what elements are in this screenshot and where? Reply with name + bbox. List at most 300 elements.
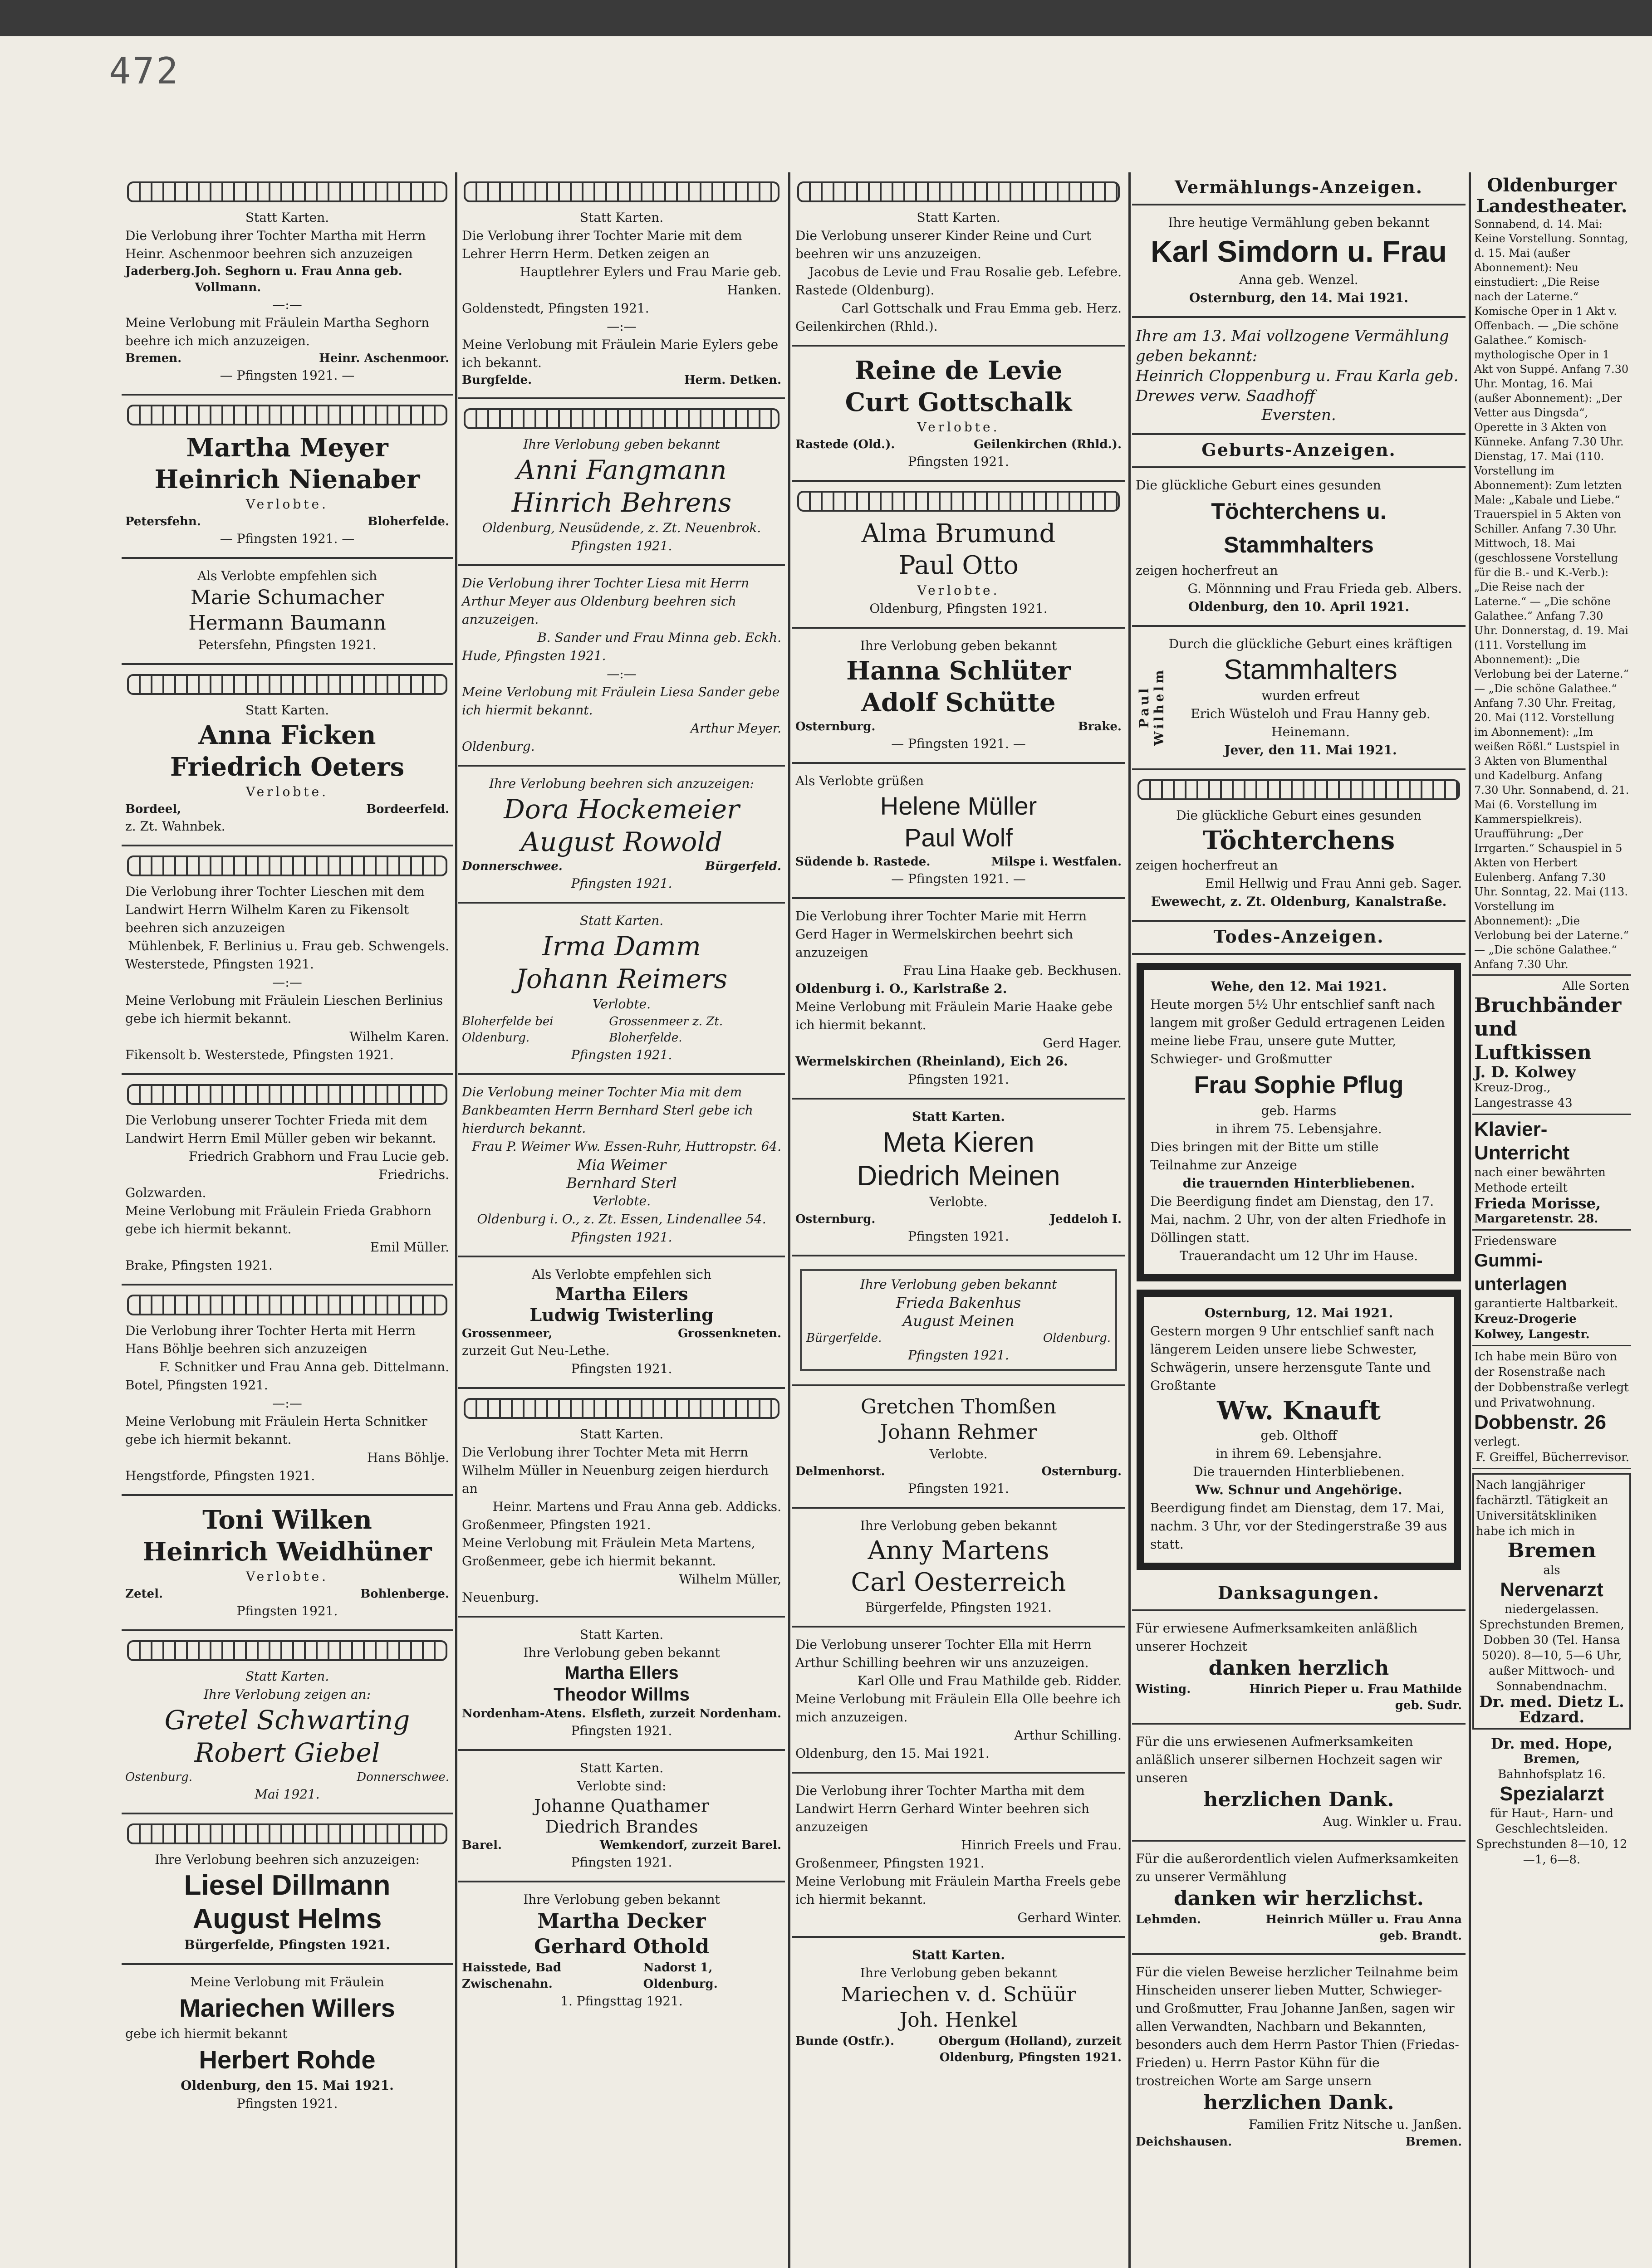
ad-seghorn-aschenmoor (122, 172, 453, 396)
ad-signature: Herm. Detken. (684, 373, 781, 387)
ad-date: Bürgerfelde, Pfingsten 1921. (184, 1937, 390, 1952)
ad-name: Johann Reimers (515, 963, 728, 994)
ad-signature: Heinr. Aschenmoor. (319, 352, 449, 365)
ad-willers-rohde (122, 1965, 453, 2122)
ad-name: Hanna Schlüter (846, 656, 1071, 686)
section-title-births: Geburts-Anzeigen. (1132, 435, 1466, 468)
ad-sub: Anna geb. Wenzel. (1239, 272, 1358, 287)
ad-place: Wermelskirchen (Rheinland), Eich 26. (795, 1054, 1068, 1069)
ad-date: Pfingsten 1921. (908, 454, 1009, 469)
ornament-border (127, 674, 447, 695)
separator: —:— (272, 297, 302, 312)
ad-place-row (125, 513, 449, 530)
ad-date: Osternburg, 12. Mai 1921. (1204, 1305, 1393, 1320)
ad-name: danken wir herzlichst. (1174, 1887, 1424, 1910)
ad-schwarting-giebel (122, 1631, 453, 1814)
ad-date: Pfingsten 1921. (571, 1047, 672, 1062)
ad-head: Ihre Verlobung geben bekannt (860, 1277, 1057, 1292)
ad-bruchbaender (1472, 976, 1631, 1115)
ad-date: Pfingsten 1921. (908, 1481, 1009, 1496)
ad-name: Bruchbänder und Luftkissen (1474, 994, 1622, 1064)
ad-place: Osternburg. (795, 720, 876, 733)
ad-name: Martha Decker (537, 1910, 706, 1933)
ad-head: Ihre Verlobung geben bekannt (523, 437, 720, 452)
ad-brumund-otto (792, 482, 1125, 629)
ad-sub: zeigen hocherfreut an (1136, 858, 1278, 873)
ad-status: Verlobte. (592, 997, 651, 1012)
ad-place: Golzwarden. (125, 1185, 206, 1200)
ornament-border (127, 1084, 447, 1105)
ad-place: Oldenburg i. O., Karlstraße 2. (795, 981, 1007, 996)
ad-name: Mia Weimer (577, 1156, 667, 1173)
ad-place: Bohlenberge. (360, 1587, 449, 1601)
ornament-border (127, 1640, 447, 1661)
ad-place: Grossenkneten. (678, 1327, 781, 1340)
ad-text: Die Verlobung ihrer Tochter Marie mit Herrn Gerd Hager in Wermelskirchen beehrt sich anzuzeigen (795, 909, 1087, 960)
ad-date: 1. Pfingsttag 1921. (560, 1994, 683, 2009)
ad-parents: Emil Hellwig und Frau Anni geb. Sager. (1205, 876, 1462, 891)
ad-head: Ihre Verlobung geben bekannt (860, 1518, 1057, 1533)
ad-name: danken herzlich (1208, 1657, 1389, 1680)
section-title-thanks: Danksagungen. (1132, 1578, 1466, 1611)
ad-signature: Dr. med. Dietz L. Edzard. (1479, 1693, 1624, 1726)
ad-name: Dobbenstr. 26 (1474, 1411, 1606, 1433)
ad-signature: Hinrich Pieper u. Frau Mathilde geb. Sudr. (1249, 1682, 1462, 1712)
ad-signature: Familien Fritz Nitsche u. Janßen. (1248, 2117, 1462, 2132)
ad-date: Petersfehn, Pfingsten 1921. (198, 637, 377, 652)
ad-name: Marie Schumacher (191, 586, 384, 609)
ad-status: Verlobte. (929, 1194, 988, 1209)
ad-place-row (125, 801, 449, 817)
ad-place: Lehmden. (1136, 1913, 1201, 1926)
ad-place: Oldenburg, Neusüdende, z. Zt. Neuenbrok. (482, 520, 761, 535)
ad-date: Pfingsten 1921. (571, 1855, 672, 1870)
ad-name: Diedrich Meinen (857, 1160, 1060, 1192)
ad-text: Meine Verlobung mit Fräulein Lieschen Berlinius gebe ich hiermit bekannt. (125, 993, 443, 1026)
ad-date: Hude, Pfingsten 1921. (462, 648, 606, 663)
ornament-border (127, 1295, 447, 1315)
ad-berlinius-karen (122, 846, 453, 1075)
ad-name: Anni Fangmann (516, 455, 727, 485)
ad-date: Pfingsten 1921. (236, 2096, 338, 2111)
ad-text: Die Verlobung ihrer Tochter Marie mit dem Lehrer Herrn Herm. Detken zeigen an (462, 228, 742, 261)
column-rule (1469, 172, 1471, 2268)
ad-place: Nordenham-Atens. (462, 1707, 586, 1721)
ad-place: Nadorst 1, Oldenburg. (643, 1961, 718, 1991)
ad-shop: J. D. Kolwey (1474, 1063, 1576, 1081)
ad-name: herzlichen Dank. (1203, 1788, 1394, 1811)
ad-date: — Pfingsten 1921. — (891, 736, 1026, 751)
separator: —:— (607, 319, 637, 334)
ad-date: Pfingsten 1921. (571, 538, 672, 553)
ad-head: Alle Sorten (1562, 979, 1629, 993)
ad-name: Carl Oesterreich (851, 1568, 1066, 1597)
ad-buero-umzug (1472, 1346, 1631, 1469)
ad-place: Milspe i. Westfalen. (991, 855, 1122, 869)
ad-text: Meine Verlobung mit Fräulein Ella Olle beehre ich mich anzuzeigen. (795, 1691, 1121, 1725)
ad-name: Spezialarzt (1500, 1783, 1604, 1805)
ad-signature: Die trauernden Hinterbliebenen. (1193, 1464, 1405, 1479)
section-title-marriages: Vermählungs-Anzeigen. (1132, 172, 1466, 205)
ad-text: Für die uns erwiesenen Aufmerksamkeiten anläßlich unserer silbernen Hochzeit sagen wir unseren (1136, 1734, 1442, 1785)
ad-sub: Ihre Verlobung geben bekannt (523, 1645, 720, 1660)
ad-name: Nervenarzt (1500, 1579, 1603, 1601)
ad-date: Botel, Pfingsten 1921. (125, 1378, 268, 1393)
ad-sub: zeigen hocherfreut an (1136, 563, 1278, 578)
ad-head: Statt Karten. (917, 210, 1000, 225)
ad-place: Bunde (Ostfr.). (795, 2034, 895, 2048)
ad-name: Helene Müller (880, 792, 1037, 820)
ad-text: Beerdigung findet am Dienstag, dem 17. Mai, nachm. 3 Uhr, vor der Stedingerstraße 39 aus statt. (1150, 1501, 1447, 1552)
ad-sign-row (1136, 1911, 1462, 1944)
ad-place: Donnerschwee. (462, 860, 563, 873)
ad-status: Verlobte. (929, 1447, 988, 1461)
ad-place-row (795, 854, 1122, 870)
ad-parents: Frau Lina Haake geb. Beckhusen. (903, 963, 1122, 978)
ad-date: Ewewecht, z. Zt. Oldenburg, Kanalstraße. (1151, 894, 1447, 909)
ad-parents: F. Schnitker und Frau Anna geb. Dittelmann. (159, 1359, 449, 1374)
ad-freels-winter (792, 1774, 1125, 1938)
ad-name: Karl Simdorn u. Frau (1151, 235, 1447, 268)
ad-text: Meine Verlobung mit Fräulein Martha Freels gebe ich hiermit bekannt. (795, 1874, 1121, 1907)
ad-text: Für die vielen Beweise herzlicher Teilnahme beim Hinscheiden unserer lieben Mutter, Schwieger- und Großmutter, Frau Johanne Janßen, sagen wir allen Verwandten, Nachbarn und Bekannten, besonders auch dem Herrn Pastor Thien (Friedas-Frieden) u. Herrn Pastor Kühn für die trostreichen Worte am Sarge unsern (1136, 1965, 1459, 2088)
ad-levie-gottschalk-parents (792, 172, 1125, 347)
ad-head: Statt Karten. (245, 1669, 329, 1684)
ad-hours: Sprechstunden 8—10, 12—1, 6—8. (1476, 1838, 1627, 1867)
ad-kieren-meinen (792, 1100, 1125, 1256)
ad-date: Mai 1921. (255, 1787, 320, 1802)
ad-decker-othold (458, 1882, 785, 2019)
ad-place: Bürgerfelde. (806, 1331, 882, 1345)
ad-place-row (462, 1325, 781, 1342)
ad-place-row (795, 719, 1122, 735)
ad-sub: Ihre Verlobung zeigen an: (203, 1687, 371, 1702)
page-number: 472 (109, 50, 180, 92)
ad-place: Zetel. (125, 1587, 163, 1601)
ad-place-row (125, 1769, 449, 1785)
ad-place: Grossenmeer z. Zt. Bloherfelde. (609, 1015, 723, 1045)
ad-parents: Karl Olle und Frau Mathilde geb. Ridder. (857, 1673, 1122, 1688)
ad-mueller-wolf (792, 764, 1125, 899)
ad-shop: Kreuz-Drogerie Kolwey, Langestr. (1474, 1312, 1590, 1341)
ad-text: Die Verlobung ihrer Tochter Martha mit dem Landwirt Herrn Gerhard Winter beehren sich anzuzeigen (795, 1783, 1090, 1834)
ad-name: Heinrich Cloppenburg u. Frau Karla geb. Drewes verw. Saadhoff (1136, 367, 1459, 405)
ad-pieper-thanks (1132, 1611, 1466, 1725)
separator: —:— (272, 1396, 302, 1411)
ad-sub: niedergelassen. (1505, 1603, 1599, 1616)
ad-name: Heinrich Weidhüner (142, 1537, 432, 1567)
ad-text: Die Verlobung unserer Tochter Frieda mit dem Landwirt Herrn Emil Müller geben wir bekannt. (125, 1113, 436, 1146)
ad-place: Bremen. (125, 352, 182, 365)
ad-text: Ihre am 13. Mai vollzogene Vermählung geben bekannt: (1136, 327, 1449, 365)
ad-name: Martha Ellers (564, 1663, 679, 1683)
ad-place: Rastede (Old.). (795, 438, 895, 451)
ad-signature: Gerd Hager. (1043, 1036, 1122, 1051)
ad-date: Osternburg, den 14. Mai 1921. (1189, 290, 1408, 305)
ad-pflug-death (1137, 963, 1461, 1281)
ad-place: Wemkendorf, zurzeit Barel. (599, 1838, 781, 1852)
ad-head: Friedensware (1474, 1234, 1557, 1248)
ad-place-row (795, 2033, 1122, 2066)
ad-text: garantierte Haltbarkeit. (1474, 1297, 1618, 1310)
ad-name: Dora Hockemeier (504, 794, 740, 825)
ad-head: Ihre Verlobung geben bekannt (860, 638, 1057, 653)
ad-eilers-twisterling (458, 1257, 785, 1389)
ad-vertical-name: Paul Wilhelm (1137, 667, 1167, 746)
ad-parents: G. Mönnning und Frau Frieda geb. Albers. (1187, 581, 1462, 596)
ad-place: Rastede (Oldenburg). (795, 283, 935, 298)
ad-parents: Jacobus de Levie und Frau Rosalie geb. Lefebre. (809, 264, 1122, 279)
ad-moenning-birth (1132, 468, 1466, 627)
ad-date: Pfingsten 1921. (236, 1603, 338, 1618)
ad-date: — Pfingsten 1921. — (220, 368, 355, 383)
ornament-border (127, 405, 447, 425)
ad-place: Geilenkirchen (Rhld.). (795, 319, 938, 334)
ad-place: Bordeerfeld. (366, 802, 449, 816)
ad-date: Großenmeer, Pfingsten 1921. (462, 1517, 651, 1532)
ad-place-row (125, 1586, 449, 1602)
ad-text: Gestern morgen 9 Uhr entschlief sanft nach längerem Leiden unsere liebe Schwester, Schwägerin, unsere herzensgute Tante und Großtante (1150, 1324, 1435, 1393)
ad-age: in ihrem 75. Lebensjahre. (1216, 1121, 1382, 1136)
ad-weimer-sterl (458, 1075, 785, 1257)
ornament-border (464, 1398, 779, 1419)
ad-text: Die Verlobung unserer Tochter Ella mit Herrn Arthur Schilling beehren wir uns anzuzeigen. (795, 1637, 1092, 1670)
scan-top-edge (0, 0, 1652, 36)
ad-parents: B. Sander und Frau Minna geb. Eckh. (537, 630, 781, 645)
ad-name: Heinrich Nienaber (154, 464, 420, 494)
ad-signature: Arthur Meyer. (690, 721, 781, 736)
ad-name: Mariechen v. d. Schüür (841, 1983, 1076, 2006)
ad-status: Verlobte. (245, 784, 329, 799)
ad-address: Margaretenstr. 28. (1474, 1212, 1598, 1226)
ad-place: Bürgerfeld. (705, 860, 781, 873)
ad-name: Meta Kieren (882, 1127, 1034, 1158)
ad-dillmann-helms (122, 1814, 453, 1965)
ad-note: zurzeit Gut Neu-Lethe. (462, 1343, 610, 1358)
ad-sander-meyer (458, 566, 785, 767)
ad-date: Pfingsten 1921. (571, 1723, 672, 1738)
ornament-border (464, 408, 779, 429)
ornament-border (127, 1823, 447, 1844)
ad-winkler-thanks (1132, 1725, 1466, 1842)
ad-place: Oldenburg. (1043, 1331, 1111, 1345)
ad-wuesteloh-birth (1132, 627, 1466, 770)
ornament-border (464, 181, 779, 202)
column-rule (1128, 172, 1131, 2268)
ad-place: Delmenhorst. (795, 1465, 885, 1478)
ad-sub: gebe ich hiermit bekannt (125, 2026, 288, 2041)
ad-shop: Frieda Morisse, (1474, 1195, 1601, 1212)
ad-text: Meine Verlobung mit Fräulein Meta Martens, Großenmeer, gebe ich hiermit bekannt. (462, 1535, 755, 1569)
ad-place: Bloherfelde bei Oldenburg. (462, 1015, 554, 1045)
ad-parents: Erich Wüsteloh und Frau Hanny geb. Heinemann. (1191, 706, 1431, 739)
ad-name: Gummi-unterlagen (1474, 1251, 1567, 1294)
ad-place-row (462, 1960, 781, 1992)
ad-name: Ww. Knauft (1217, 1396, 1381, 1426)
ad-name: Töchterchens u. Stammhalters (1211, 499, 1387, 557)
ad-place: Jaderberg. (125, 264, 195, 278)
ad-place-row (462, 1013, 781, 1046)
ad-head: Ihre heutige Vermählung geben bekannt (1168, 215, 1430, 230)
ad-signature: Arthur Schilling. (1014, 1728, 1122, 1743)
ad-sub: verlegt. (1474, 1435, 1520, 1449)
ad-fangmann-behrens (458, 399, 785, 566)
ad-head: Statt Karten. (245, 210, 329, 225)
ad-parents: Carl Gottschalk und Frau Emma geb. Herz. (841, 301, 1122, 316)
ad-status: Verlobte. (917, 583, 1000, 598)
ad-name: Johanne Quathamer (534, 1796, 710, 1816)
ad-schueuer-henkel (792, 1938, 1125, 2075)
ad-signature: Emil Müller. (370, 1240, 449, 1255)
ad-sub: als (1543, 1564, 1560, 1577)
ad-place-row (806, 1330, 1111, 1346)
ad-klavier (1472, 1115, 1631, 1231)
ad-city: Bremen (1507, 1539, 1596, 1562)
ad-head: Statt Karten. (245, 703, 329, 718)
ornament-border (797, 181, 1120, 202)
ad-place-row (1136, 2134, 1462, 2150)
ad-place: Wisting. (1136, 1682, 1191, 1696)
ad-date: Wehe, den 12. Mai 1921. (1211, 979, 1387, 994)
ad-head: Ihre Verlobung beehren sich anzuzeigen: (155, 1852, 420, 1867)
ad-signature: Ww. Schnur und Angehörige. (1195, 1482, 1402, 1497)
ad-name: Liesel Dillmann (184, 1870, 391, 1901)
ad-sub: Ihre Verlobung geben bekannt (860, 1965, 1057, 1980)
ad-name: Anny Martens (868, 1536, 1049, 1565)
ad-parents: Heinr. Martens und Frau Anna geb. Addicks. (492, 1499, 781, 1514)
column-rule (455, 172, 457, 2268)
ad-name: Bernhard Sterl (566, 1174, 677, 1192)
ad-name: Hermann Baumann (188, 611, 386, 635)
ad-date: Hengstforde, Pfingsten 1921. (125, 1468, 315, 1483)
section-title-deaths: Todes-Anzeigen. (1132, 922, 1466, 955)
ad-name: Johann Rehmer (880, 1421, 1037, 1444)
ad-signature: Wilhelm Müller, (679, 1572, 781, 1587)
ad-schnitker-boehlje (122, 1286, 453, 1496)
ad-name: Diedrich Brandes (545, 1817, 698, 1837)
ad-name: Paul Wolf (904, 823, 1013, 852)
ad-date: Brake, Pfingsten 1921. (125, 1258, 273, 1273)
ad-date: Jever, den 11. Mai 1921. (1224, 743, 1397, 758)
ad-text: Durch die glückliche Geburt eines kräftigen (1168, 636, 1453, 651)
ad-place: Barel. (462, 1838, 502, 1852)
ad-date: Pfingsten 1921. (908, 1229, 1009, 1244)
ad-parents: Joh. Seghorn u. Frau Anna geb. Vollmann. (195, 264, 402, 294)
ad-head: Oldenburger Landestheater. (1476, 175, 1627, 217)
ad-place: Grossenmeer, (462, 1327, 553, 1340)
ad-signature: F. Greiffel, Bücherrevisor. (1476, 1451, 1629, 1464)
ad-text: Heute morgen 5½ Uhr entschlief sanft nach langem mit großer Geduld ertragenen Leiden meine liebe Frau, unsere gute Mutter, Schwieger- und Großmutter (1150, 997, 1445, 1066)
ad-name: Robert Giebel (194, 1737, 380, 1768)
ad-place: Elsfleth, zurzeit Nordenham. (591, 1707, 781, 1721)
ad-text: Meine Verlobung mit Fräulein Marie Eylers gebe ich bekannt. (462, 337, 779, 370)
ad-date: — Pfingsten 1921. — (220, 531, 355, 546)
ad-simdorn (1132, 205, 1466, 318)
ad-date: Westerstede, Pfingsten 1921. (125, 957, 314, 972)
ad-name: Ludwig Twisterling (529, 1305, 714, 1325)
ad-parents: Hinrich Freels und Frau. (961, 1838, 1122, 1853)
ad-place-row (795, 1211, 1122, 1227)
ad-name: Frau Sophie Pflug (1194, 1071, 1404, 1099)
ornament-border (127, 855, 447, 876)
ad-name: Klavier-Unterricht (1474, 1118, 1570, 1164)
ad-sign-row (125, 263, 449, 296)
ad-parents: Hauptlehrer Eylers und Frau Marie geb. Hanken. (520, 264, 781, 298)
ad-place: Oldenburg i. O., z. Zt. Essen, Lindenallee 54. (477, 1212, 766, 1227)
theater-programme: Sonnabend, d. 14. Mai: Keine Vorstellung. Sonntag, d. 15. Mai (außer Abonnement): Neu einstudiert: „Die Reise nach der Laterne.“ Komische Oper in 1 Akt v. Offenbach. — „Die schöne Galathee.“ Komisch-mythologische Oper in 1 Akt von Suppé. Anfang 7.30 Uhr. Montag, 16. Mai (außer Abonnement): „Der Vetter aus Dingsda“, Operette in 3 Akten von Künneke. Anfang 7.30 Uhr. Dienstag, 17. Mai (110. Vorstellung im Abonnement): Zum letzten Male: „Kabale und Liebe.“ Trauerspiel in 5 Akten von Schiller. Anfang 7.30 Uhr. Mittwoch, 18. Mai (geschlossene Vorstellung für die B.- und K.-Verb.): „Die Reise nach der Laterne.“ — „Die schöne Galathee.“ Anfang 7.30 Uhr. Donnerstag, d. 19. Mai (111. Vorstellung im Abonnement): „Die Verlobung bei der Laterne.“ — „Die schöne Galathee.“ Anfang 7.30 Uhr. Freitag, 20. Mai (112. Vorstellung im Abonnement): „Im weißen Rößl.“ Lustspiel in 3 Akten von Blumenthal und Kadelburg. Anfang 7.30 Uhr. Sonnabend, d. 21. Mai (6. Vorstellung im Kammerspielkreis). Uraufführung: „Der Irrgarten.“ Schauspiel in 5 Akten von Herbert Eulenberg. Anfang 7.30 Uhr. Sonntag, 22. Mai (113. Vorstellung im Abonnement): „Die Verlobung bei der Laterne.“ — „Die schöne Galathee.“ Anfang 7.30 Uhr. (1474, 218, 1629, 971)
ad-date: Oldenburg, Pfingsten 1921. (869, 601, 1048, 616)
ad-signature: Wilhelm Karen. (349, 1029, 449, 1044)
ad-name: Toni Wilken (202, 1505, 372, 1535)
ad-landestheater (1472, 172, 1631, 976)
ad-name: Gretel Schwarting (164, 1705, 410, 1735)
ad-name: Töchterchens (1202, 826, 1395, 855)
ad-schumacher-baumann (122, 559, 453, 665)
ad-place: Ostenburg. (125, 1770, 192, 1784)
ad-place: Osternburg. (1041, 1465, 1122, 1478)
ad-place-row (462, 1837, 781, 1853)
ad-hockemeier-rowold (458, 767, 785, 904)
separator: —:— (607, 666, 637, 681)
ad-date: Bürgerfelde, Pfingsten 1921. (865, 1600, 1052, 1615)
ad-place-row (795, 1463, 1122, 1480)
ad-place-row (795, 436, 1122, 453)
ad-parents: Frau P. Weimer Ww. Essen-Ruhr, Huttropstr. 64. (472, 1139, 781, 1154)
column-2 (458, 172, 785, 2268)
ad-sub: Verlobte sind: (577, 1779, 667, 1794)
ad-ellers-willms (458, 1618, 785, 1751)
ad-name: Martha Eilers (555, 1284, 688, 1304)
ad-place-row (462, 1706, 781, 1722)
ad-spezialarzt (1472, 1733, 1631, 1870)
ad-head: Statt Karten. (579, 210, 664, 225)
ad-place: Jeddeloh I. (1049, 1212, 1122, 1226)
ad-place: Geilenkirchen (Rhld.). (973, 438, 1122, 451)
ad-name: Herbert Rohde (199, 2045, 376, 2074)
ad-place: Petersfehn. (125, 515, 201, 528)
ad-meyer-nienaber (122, 396, 453, 559)
ad-text: Trauerandacht um 12 Uhr im Hause. (1179, 1248, 1418, 1263)
ad-eylers-detken (458, 172, 785, 399)
ad-place: Oldenburg. (462, 739, 535, 754)
ad-text: nach einer bewährten Methode erteilt (1474, 1166, 1606, 1195)
ad-sub: geb. Olthoff (1260, 1428, 1337, 1443)
ad-damm-reimers (458, 904, 785, 1075)
ad-place: Bordeel, (125, 802, 181, 816)
ad-text: Meine Verlobung mit Fräulein Herta Schnitker gebe ich hiermit bekannt. (125, 1414, 427, 1447)
ad-hours: Sprechstunden Bremen, Dobben 30 (Tel. Hansa 5020). 8—10, 5—6 Uhr, außer Mittwoch- und Sonnabendnachm. (1479, 1618, 1624, 1693)
ad-name: Frieda Bakenhus (896, 1294, 1021, 1311)
ad-text: Die Verlobung ihrer Tochter Meta mit Herrn Wilhelm Müller in Neuenburg zeigen hierdurch an (462, 1445, 769, 1496)
ad-parents: Mühlenbek, F. Berlinius u. Frau geb. Schwengels. (128, 938, 449, 953)
ornament-border (127, 181, 447, 202)
ad-date: — Pfingsten 1921. — (891, 871, 1026, 886)
ad-address: Bahnhofsplatz 16. (1498, 1768, 1606, 1781)
ad-name: Gretchen Thomßen (861, 1395, 1056, 1418)
ad-date: Pfingsten 1921. (571, 1361, 672, 1376)
ad-text: Die Verlobung ihrer Tochter Liesa mit Herrn Arthur Meyer aus Oldenburg beehren sich anzuzeigen. (462, 576, 750, 627)
ad-text: Die glückliche Geburt eines gesunden (1136, 478, 1381, 493)
ad-status: Verlobte. (917, 420, 1000, 435)
ad-head: Statt Karten. (912, 1109, 1005, 1124)
ad-olle-schilling (792, 1628, 1125, 1774)
ad-date: Oldenburg, den 10. April 1921. (1188, 599, 1410, 614)
ornament-border (1137, 779, 1460, 800)
ad-place: Bloherfelde. (368, 515, 449, 528)
ad-place: Donnerschwee. (357, 1770, 449, 1784)
ad-date: Pfingsten 1921. (571, 876, 672, 891)
ad-text: Für die außerordentlich vielen Aufmerksamkeiten zu unserer Vermählung (1136, 1851, 1459, 1884)
